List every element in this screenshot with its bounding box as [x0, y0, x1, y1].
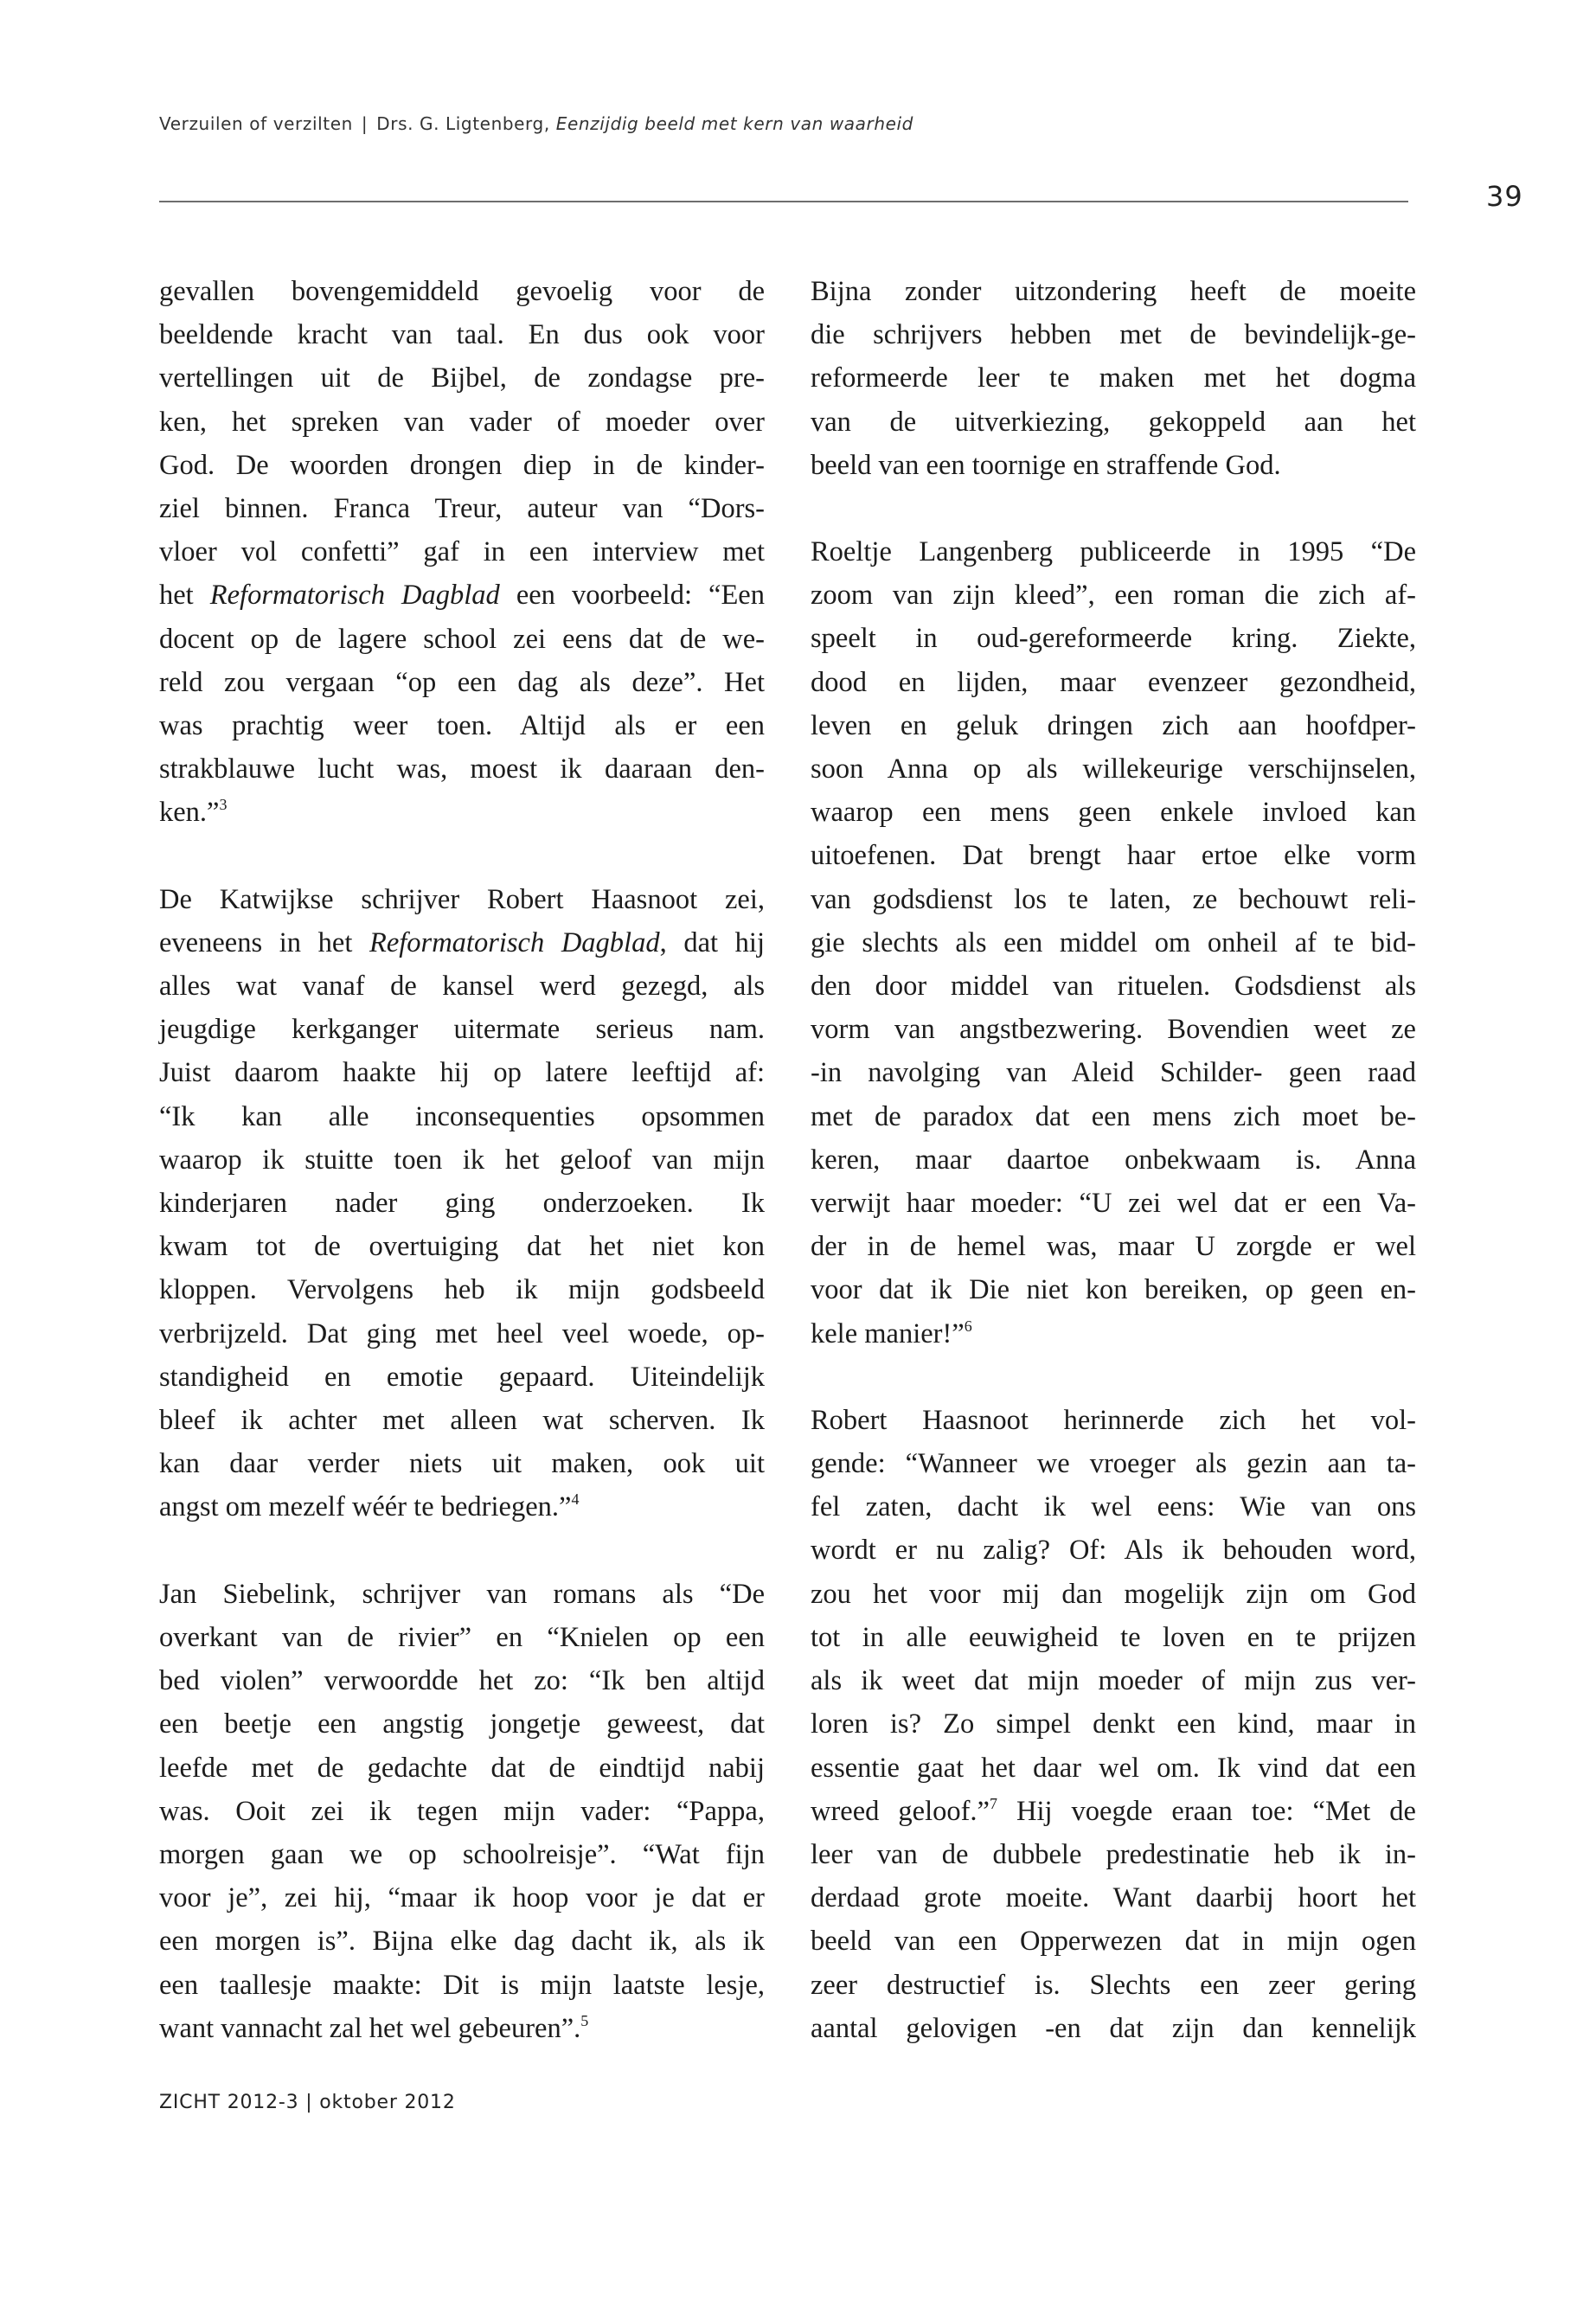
text-line: wordt er nu zalig? Of: Als ik behouden word, — [811, 1535, 1416, 1567]
text-line: vloer vol confetti” gaf in een interview met — [159, 536, 765, 568]
footer-date: oktober 2012 — [319, 2092, 456, 2113]
footnote-reference: 4 — [571, 1490, 580, 1509]
paragraph — [811, 270, 1416, 487]
text-line: verbrijzeld. Dat ging met heel veel woede, op- — [159, 1317, 765, 1349]
text-line: docent op de lagere school zei eens dat de we- — [159, 623, 765, 655]
text-line: want vannacht zal het wel gebeuren”.$^5$ — [159, 2011, 589, 2044]
text-line: God. De woorden drongen diep in de kinder- — [159, 449, 765, 481]
text-line: een taallesje maakte: Dit is mijn laatste lesje, — [159, 1969, 765, 2001]
footnote-reference: 3 — [219, 796, 228, 814]
text-line: leven en geluk dringen zich aan hoofdper- — [811, 709, 1416, 741]
text-line: ken.”$^3$ — [159, 796, 228, 829]
text-line: bleef ik achter met alleen wat scherven. Ik — [159, 1405, 765, 1437]
text-line: zou het voor mij dan mogelijk zijn om God — [811, 1578, 1416, 1610]
text-line: angst om mezelf wéér te bedriegen.”$^4$ — [159, 1490, 580, 1523]
header-rule — [159, 201, 1408, 202]
text-line: zoom van zijn kleed”, een roman die zich af- — [811, 580, 1416, 612]
text-line: van godsdienst los te laten, ze bechouwt reli- — [811, 883, 1416, 915]
text-line: De Katwijkse schrijver Robert Haasnoot zei, — [159, 883, 765, 915]
text-line: bed violen” verwoordde het zo: “Ik ben altijd — [159, 1665, 765, 1697]
text-line: ziel binnen. Franca Treur, auteur van “Dors- — [159, 493, 765, 525]
text-line: aantal gelovigen -en dat zijn dan kennelijk — [811, 2012, 1416, 2044]
text-line: fel zaten, dacht ik wel eens: Wie van ons — [811, 1491, 1416, 1523]
text-line: voor dat ik Die niet kon bereiken, op geen en- — [811, 1274, 1416, 1306]
paragraph — [811, 1399, 1416, 2050]
text-line: ken, het spreken van vader of moeder over — [159, 406, 765, 438]
page-footer — [159, 2092, 456, 2113]
text-line: gie slechts als een middel om onheil af te bid- — [811, 926, 1416, 958]
text-line: was. Ooit zei ik tegen mijn vader: “Pappa, — [159, 1795, 765, 1827]
text-line: essentie gaat het daar wel om. Ik vind dat een — [811, 1752, 1416, 1784]
text-line: vertellingen uit de Bijbel, de zondagse pre- — [159, 362, 765, 394]
footer-journal: ZICHT 2012-3 — [159, 2092, 299, 2113]
text-line: beeld van een toornige en straffende God. — [811, 449, 1281, 481]
right-column — [811, 270, 1416, 2093]
text-line: keren, maar daartoe onbekwaam is. Anna — [811, 1144, 1416, 1176]
text-line: verwijt haar moeder: “U zei wel dat er een Va- — [811, 1188, 1416, 1220]
text-line: Bijna zonder uitzondering heeft de moeite — [811, 276, 1416, 307]
text-line: kele manier!”$^6$ — [811, 1317, 972, 1349]
text-line: vorm van angstbezwering. Bovendien weet ze — [811, 1014, 1416, 1046]
paragraph — [159, 1573, 765, 2050]
page-number: 39 — [1486, 180, 1523, 213]
text-line: tot in alle eeuwigheid te loven en te prijzen — [811, 1621, 1416, 1653]
text-line: derdaad grote moeite. Want daarbij hoort het — [811, 1882, 1416, 1914]
paragraph — [159, 878, 765, 1529]
running-head-author: Drs. G. Ligtenberg, — [376, 113, 550, 134]
text-line: loren is? Zo simpel denkt een kind, maar in — [811, 1708, 1416, 1740]
text-line: Juist daarom haakte hij op latere leeftijd af: — [159, 1057, 765, 1089]
text-line: gevallen bovengemiddeld gevoelig voor de — [159, 276, 765, 307]
text-line: Roeltje Langenberg publiceerde in 1995 “De — [811, 536, 1416, 568]
paragraph — [811, 530, 1416, 1356]
text-line: gende: “Wanneer we vroeger als gezin aan ta- — [811, 1448, 1416, 1480]
text-line: van de uitverkiezing, gekoppeld aan het — [811, 406, 1416, 438]
publication-title: Reformatorisch Dagblad — [209, 580, 500, 612]
text-line: kwam tot de overtuiging dat het niet kon — [159, 1231, 765, 1263]
text-line: waarop een mens geen enkele invloed kan — [811, 797, 1416, 829]
text-line: waarop ik stuitte toen ik het geloof van mijn — [159, 1144, 765, 1176]
text-line: Robert Haasnoot herinnerde zich het vol- — [811, 1404, 1416, 1436]
footnote-reference: 5 — [580, 2011, 589, 2029]
running-head-separator: | — [361, 113, 369, 134]
text-line: jeugdige kerkganger uitermate serieus nam. — [159, 1014, 765, 1046]
text-line: standigheid en emotie gepaard. Uiteindelijk — [159, 1361, 765, 1393]
text-line: met de paradox dat een mens zich moet be- — [811, 1100, 1416, 1132]
text-line: kan daar verder niets uit maken, ook uit — [159, 1448, 765, 1480]
text-line: der in de hemel was, maar U zorgde er wel — [811, 1231, 1416, 1263]
text-line: kinderjaren nader ging onderzoeken. Ik — [159, 1188, 765, 1220]
text-line: kloppen. Vervolgens heb ik mijn godsbeeld — [159, 1274, 765, 1306]
text-line: dood en lijden, maar evenzeer gezondheid, — [811, 666, 1416, 698]
text-line: het Reformatorisch Dagblad een voorbeeld: “Een — [159, 580, 765, 612]
footer-separator: | — [305, 2092, 313, 2113]
text-line: een beetje een angstig jongetje geweest, dat — [159, 1708, 765, 1740]
text-line: beeldende kracht van taal. En dus ook voor — [159, 319, 765, 351]
text-line: reformeerde leer te maken met het dogma — [811, 362, 1416, 394]
left-column — [159, 270, 765, 2093]
footnote-reference: 7 — [989, 1794, 997, 1812]
text-line: uitoefenen. Dat brengt haar ertoe elke vorm — [811, 840, 1416, 872]
text-line: morgen gaan we op schoolreisje”. “Wat fijn — [159, 1838, 765, 1870]
text-line: strakblauwe lucht was, moest ik daaraan den- — [159, 753, 765, 785]
text-line: was prachtig weer toen. Altijd als er een — [159, 710, 765, 742]
text-line: Jan Siebelink, schrijver van romans als “De — [159, 1578, 765, 1610]
text-line: wreed geloof.”$^7$ Hij voegde eraan toe: “Met de — [811, 1794, 1416, 1827]
text-line: overkant van de rivier” en “Knielen op een — [159, 1621, 765, 1653]
running-head-article-title: Eenzijdig beeld met kern van waarheid — [555, 113, 913, 134]
text-line: leefde met de gedachte dat de eindtijd nabij — [159, 1752, 765, 1784]
text-line: die schrijvers hebben met de bevindelijk-ge- — [811, 319, 1416, 351]
text-line: een morgen is”. Bijna elke dag dacht ik, als ik — [159, 1926, 765, 1958]
text-line: voor je”, zei hij, “maar ik hoop voor je dat er — [159, 1882, 765, 1914]
text-line: den door middel van rituelen. Godsdienst als — [811, 971, 1416, 1003]
text-line: “Ik kan alle inconsequenties opsommen — [159, 1100, 765, 1132]
text-line: beeld van een Opperwezen dat in mijn ogen — [811, 1926, 1416, 1958]
running-head — [159, 113, 913, 134]
text-line: alles wat vanaf de kansel werd gezegd, als — [159, 971, 765, 1003]
paragraph — [159, 270, 765, 835]
text-line: reld zou vergaan “op een dag als deze”. Het — [159, 666, 765, 698]
text-line: eveneens in het Reformatorisch Dagblad, dat hij — [159, 926, 765, 958]
text-line: zeer destructief is. Slechts een zeer gering — [811, 1969, 1416, 2001]
text-line: speelt in oud-gereformeerde kring. Ziekte, — [811, 623, 1416, 655]
footnote-reference: 6 — [964, 1317, 972, 1335]
text-line: leer van de dubbele predestinatie heb ik in- — [811, 1838, 1416, 1870]
text-line: als ik weet dat mijn moeder of mijn zus ver- — [811, 1665, 1416, 1697]
publication-title: Reformatorisch Dagblad — [369, 926, 660, 958]
running-head-section: Verzuilen of verzilten — [159, 113, 353, 134]
text-line: -in navolging van Aleid Schilder- geen raad — [811, 1057, 1416, 1089]
text-line: soon Anna op als willekeurige verschijnselen, — [811, 753, 1416, 785]
